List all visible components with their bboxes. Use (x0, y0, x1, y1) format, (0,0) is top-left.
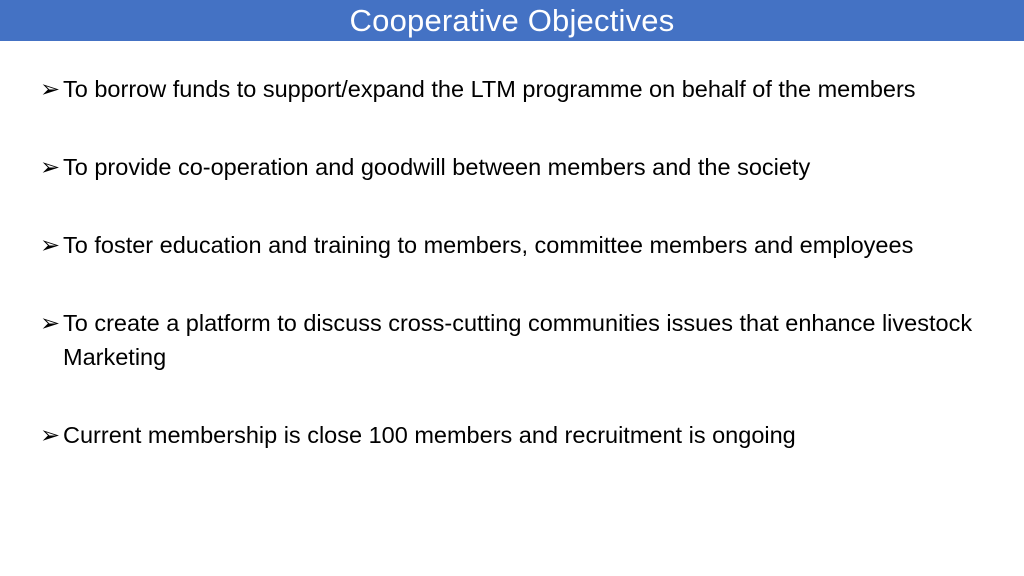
list-item (40, 306, 1020, 374)
list-item (40, 228, 1020, 262)
bullet-arrow-icon: ➢ (40, 153, 61, 181)
bullet-arrow-icon: ➢ (40, 231, 61, 259)
bullet-arrow-icon: ➢ (40, 421, 61, 449)
list-item-text: Current membership is close 100 members and recruitment is ongoing (63, 422, 796, 448)
list-item (40, 72, 1020, 106)
bullet-arrow-icon: ➢ (40, 309, 61, 337)
list-item-text: To borrow funds to support/expand the LTM programme on behalf of the members (63, 76, 916, 102)
bullet-list (40, 72, 1020, 452)
list-item-text: To create a platform to discuss cross-cutting communities issues that enhance livestock Marketing (63, 310, 973, 370)
list-item (40, 418, 1020, 452)
list-item-text: To provide co-operation and goodwill between members and the society (63, 154, 811, 180)
list-item-text: To foster education and training to members, committee members and employees (63, 232, 914, 258)
slide-title-bar (0, 0, 1024, 41)
page-title: Cooperative Objectives (349, 2, 675, 38)
list-item (40, 150, 1020, 184)
bullet-arrow-icon: ➢ (40, 75, 61, 103)
